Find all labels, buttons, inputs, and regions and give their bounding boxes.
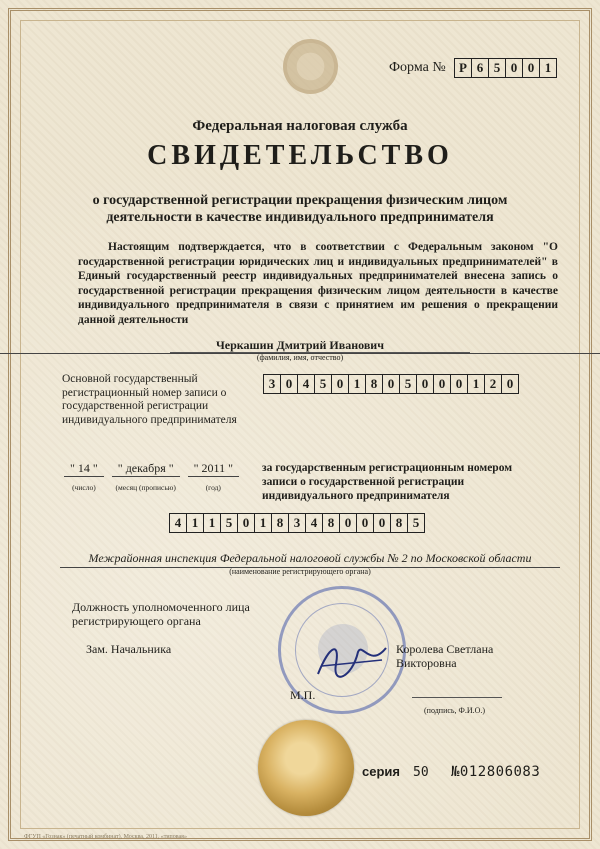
- seal-place-label: М.П.: [290, 688, 316, 702]
- subtitle-line-1: о государственной регистрации прекращения физическим лицом: [92, 193, 508, 208]
- digit-box: 4: [305, 513, 323, 533]
- date-year-cell: [188, 461, 239, 492]
- digit-box: 0: [450, 374, 468, 394]
- digit-box: 0: [373, 513, 391, 533]
- digit-box: 5: [220, 513, 238, 533]
- document-subtitle: [60, 192, 540, 226]
- digit-box: 4: [169, 513, 187, 533]
- registration-number-boxes: [170, 513, 425, 533]
- series-label: серия: [362, 764, 400, 779]
- handwritten-signature: [312, 634, 392, 684]
- date-day: " 14 ": [64, 461, 104, 477]
- signature-caption: (подпись, Ф.И.О.): [424, 706, 486, 715]
- official-duty-label: Должность уполномоченного лица регистрирующего органа: [72, 600, 250, 628]
- date-day-caption: (число): [72, 483, 96, 492]
- date-month: " декабря ": [112, 461, 180, 477]
- signer-name-line-1: Королева Светлана: [396, 642, 494, 656]
- digit-box: 1: [467, 374, 485, 394]
- digit-box: 3: [263, 374, 281, 394]
- digit-box: 0: [339, 513, 357, 533]
- digit-box: 1: [203, 513, 221, 533]
- digit-box: 0: [237, 513, 255, 533]
- digit-box: 0: [501, 374, 519, 394]
- digit-box: 0: [505, 58, 523, 78]
- digit-box: 1: [186, 513, 204, 533]
- form-code-boxes: [455, 58, 557, 78]
- ogrnip-boxes: [264, 374, 519, 394]
- printer-footer: ФГУП «Гознак» (печатный комбинат), Москва, 2011, «типовая»: [24, 834, 187, 840]
- signature-line: [412, 697, 502, 698]
- digit-box: 0: [382, 374, 400, 394]
- digit-box: 0: [433, 374, 451, 394]
- digit-box: 8: [322, 513, 340, 533]
- series-value: 50: [413, 765, 429, 780]
- person-name-caption: (фамилия, имя, отчество): [256, 353, 344, 362]
- registration-date: [64, 461, 239, 492]
- digit-box: 0: [416, 374, 434, 394]
- body-text: Настоящим подтверждается, что в соответствии с Федеральным законом "О государственной регистрации юридических лиц и индивидуальных предпринимателей" в Единый государственный реестр индивидуальных предпринимателей внесена запись о государственной регистрации прекращения физическим лицом деятельности в качестве индивидуального предпринимателя в связи с принятием им решения о прекращении данной деятельности: [78, 241, 558, 326]
- digit-box: 8: [390, 513, 408, 533]
- digit-box: 0: [331, 374, 349, 394]
- person-name: Черкашин Дмитрий Иванович: [0, 338, 600, 354]
- digit-box: 5: [407, 513, 425, 533]
- digit-box: 1: [254, 513, 272, 533]
- official-position: Зам. Начальника: [86, 642, 172, 656]
- ogrnip-label: Основной государственный регистрационный номер записи о государственной регистрации индивидуального предпринимателя: [62, 373, 237, 426]
- digit-box: 3: [288, 513, 306, 533]
- digit-box: 8: [271, 513, 289, 533]
- date-year-caption: (год): [205, 483, 221, 492]
- blank-number: №012806083: [451, 764, 541, 780]
- date-month-caption: (месяц (прописью): [115, 483, 176, 492]
- digit-box: 6: [471, 58, 489, 78]
- inspection-caption: (наименование регистрирующего органа): [229, 567, 371, 576]
- subtitle-line-2: деятельности в качестве индивидуального предпринимателя: [106, 210, 494, 225]
- signer-name: [396, 642, 493, 670]
- digit-box: 8: [365, 374, 383, 394]
- body-paragraph: [78, 240, 558, 327]
- digit-box: 4: [297, 374, 315, 394]
- digit-box: 5: [399, 374, 417, 394]
- digit-box: 0: [522, 58, 540, 78]
- digit-box: Р: [454, 58, 472, 78]
- signer-name-line-2: Викторовна: [396, 656, 457, 670]
- inspection-name: Межрайонная инспекция Федеральной налоговой службы № 2 по Московской области: [60, 551, 560, 568]
- date-month-cell: [112, 461, 180, 492]
- document-title: СВИДЕТЕЛЬСТВО: [147, 140, 453, 171]
- digit-box: 0: [280, 374, 298, 394]
- digit-box: 5: [488, 58, 506, 78]
- digit-box: 2: [484, 374, 502, 394]
- coat-of-arms-emblem: [283, 39, 338, 94]
- gold-hologram-seal: [258, 720, 354, 816]
- form-label: Форма №: [389, 60, 446, 75]
- digit-box: 5: [314, 374, 332, 394]
- digit-box: 0: [356, 513, 374, 533]
- date-day-cell: [64, 461, 104, 492]
- digit-box: 1: [539, 58, 557, 78]
- date-year: " 2011 ": [188, 461, 239, 477]
- date-description: за государственным регистрационным номером записи о государственной регистрации индивидуального предпринимателя: [262, 462, 513, 502]
- digit-box: 1: [348, 374, 366, 394]
- agency-name: Федеральная налоговая служба: [192, 118, 408, 134]
